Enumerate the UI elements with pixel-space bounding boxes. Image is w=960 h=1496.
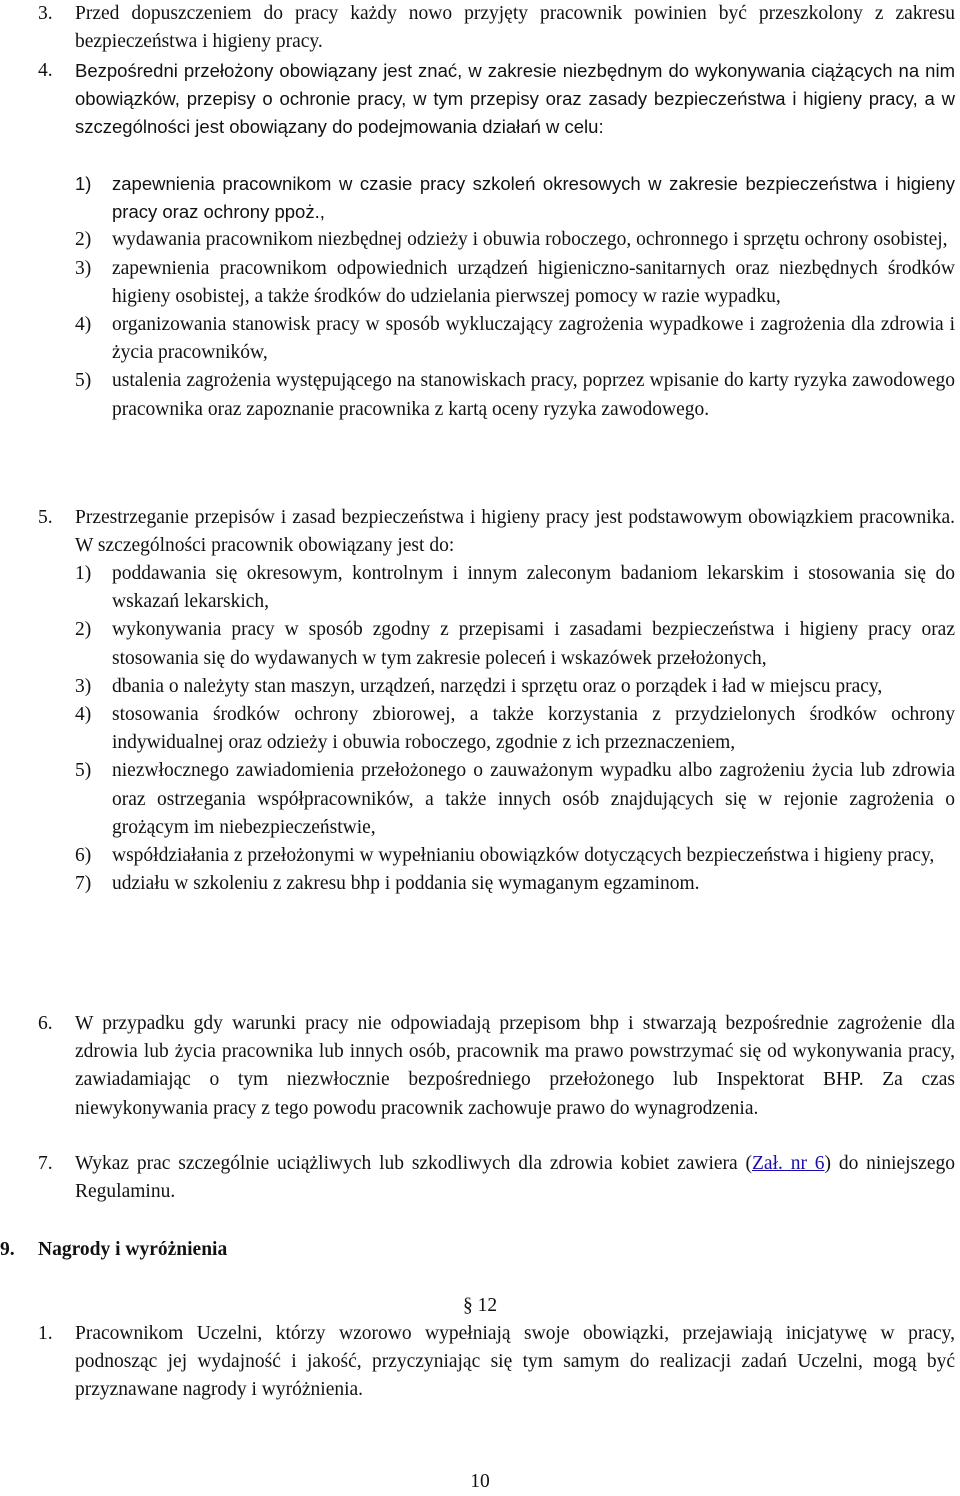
sub-item-number: 3) (75, 257, 92, 279)
sub-item-number: 2) (75, 229, 92, 251)
item-number: 6. (38, 1013, 53, 1034)
item-text: Pracownikom Uczelni, którzy wzorowo wypełniają swoje obowiązki, przejawiają inicjatywę w pracy, podnosząc jej wydajność i jakość, przyczyniając się tym samym do realizacji zadań Uczelni, mogą być przyznawane nagrody i wyróżnienia. (75, 1323, 955, 1401)
attachment-link[interactable]: Zał. nr 6 (752, 1153, 825, 1174)
item-text-before: Wykaz prac szczególnie uciążliwych lub szkodliwych dla zdrowia kobiet zawiera ( (75, 1153, 753, 1174)
sub-item (75, 673, 955, 701)
sub-item (75, 255, 955, 311)
list-item-1 (0, 1320, 955, 1405)
sub-item-number: 5) (75, 370, 92, 392)
sub-item-number: 2) (75, 619, 92, 641)
sub-item-text: współdziałania z przełożonymi w wypełnianiu obowiązków dotyczących bezpieczeństwa i higieny pracy, (112, 845, 935, 867)
item-number: 7. (38, 1153, 53, 1174)
sublist-4 (0, 170, 955, 424)
section-title: Nagrody i wyróżnienia (38, 1239, 228, 1260)
sub-item-text: wykonywania pracy w sposób zgodny z przepisami i zasadami bezpieczeństwa i higieny pracy oraz stosowania się do wydawanych w tym zakresie poleceń i wskazówek przełożonych, (112, 619, 955, 669)
item-number: 5. (38, 507, 53, 528)
item-text: W przypadku gdy warunki pracy nie odpowiadają przepisom bhp i stwarzają bezpośrednie zagrożenie dla zdrowia lub życia pracownika lub innych osób, pracownik ma prawo powstrzymać się od wykonywania pracy, zawiadamiając o tym niezwłocznie bezpośredniego przełożonego lub Inspektorat BHP. Za czas niewykonywania pracy z tego powodu pracownik zachowuje prawo do wynagrodzenia. (75, 1013, 955, 1119)
section-number: 9. (0, 1239, 15, 1260)
sub-item (75, 170, 955, 226)
sub-item-text: niezwłocznego zawiadomienia przełożonego o zauważonym wypadku albo zagrożeniu życia lub zdrowia oraz ostrzegania współpracowników, a także innych osób znajdujących się w rejonie zagrożenia o grożącym im niebezpieczeństwie, (112, 760, 955, 838)
sub-item-text: dbania o należyty stan maszyn, urządzeń, narzędzi i sprzętu oraz o porządek i ład w miejscu pracy, (112, 675, 883, 697)
sub-item-number: 3) (75, 675, 92, 697)
sub-item-text: zapewnienia pracownikom odpowiednich urządzeń higieniczno-sanitarnych oraz niezbędnych środków higieny osobistej, a także środków do udzielania pierwszej pomocy w razie wypadku, (112, 257, 955, 307)
list-item-5 (0, 504, 955, 560)
sub-item-number: 6) (75, 845, 92, 867)
sub-item (75, 870, 955, 898)
sub-item (75, 226, 955, 254)
list-item-3 (0, 0, 955, 56)
item-number: 3. (38, 3, 53, 24)
sub-item-text: udziału w szkoleniu z zakresu bhp i poddania się wymaganym egzaminom. (112, 873, 700, 895)
list-item-4 (0, 57, 955, 142)
sub-item-text: zapewnienia pracownikom w czasie pracy szkoleń okresowych w zakresie bezpieczeństwa i higieny pracy oraz ochrony ppoż., (112, 173, 955, 223)
sub-item-text: poddawania się okresowym, kontrolnym i innym zaleconym badaniom lekarskim i stosowania się do wskazań lekarskich, (112, 563, 955, 613)
sub-item (75, 560, 955, 616)
sub-item-number: 5) (75, 760, 92, 782)
sub-item-text: wydawania pracownikom niezbędnej odzieży i obuwia roboczego, ochronnego i sprzętu ochrony osobistej, (112, 229, 948, 251)
sublist-5 (0, 560, 955, 898)
sub-item (75, 842, 955, 870)
sub-item-number: 1) (75, 563, 92, 584)
item-text-after: ) do niniejszego Regulaminu. (75, 1153, 955, 1203)
sub-item-number: 7) (75, 873, 92, 895)
sub-item (75, 757, 955, 842)
sub-item-text: ustalenia zagrożenia występującego na stanowiskach pracy, poprzez wpisanie do karty ryzyka zawodowego pracownika oraz zapoznanie pracownika z kartą oceny ryzyka zawodowego. (112, 370, 955, 420)
list-item-7 (0, 1150, 955, 1206)
sub-item-text: stosowania środków ochrony zbiorowej, a także korzystania z przydzielonych środków ochrony indywidualnej oraz odzieży i obuwia roboczego, zgodnie z ich przeznaczeniem, (112, 704, 955, 754)
sub-item (75, 701, 955, 757)
sub-item-text: organizowania stanowisk pracy w sposób wykluczający zagrożenia wypadkowe i zagrożenia dla zdrowia i życia pracowników, (112, 314, 955, 364)
item-text: Bezpośredni przełożony obowiązany jest znać, w zakresie niezbędnym do wykonywania ciążących na nim obowiązków, przepisy o ochronie pracy, w tym przepisy oraz zasady bezpieczeństwa i higieny pracy, a w szczególności jest obowiązany do podejmowania działań w celu: (75, 60, 955, 138)
page-number: 10 (470, 1471, 490, 1492)
sub-item (75, 367, 955, 423)
sub-item (75, 616, 955, 672)
sub-item-number: 4) (75, 704, 92, 726)
item-text: Przed dopuszczeniem do pracy każdy nowo przyjęty pracownik powinien być przeszkolony z zakresu bezpieczeństwa i higieny pracy. (75, 3, 955, 53)
item-text (75, 1150, 955, 1206)
item-number: 1. (38, 1323, 53, 1344)
sub-item-number: 1) (75, 173, 92, 194)
item-text: Przestrzeganie przepisów i zasad bezpieczeństwa i higieny pracy jest podstawowym obowiązkiem pracownika. W szczególności pracownik obowiązany jest do: (75, 507, 955, 557)
sub-item (75, 311, 955, 367)
list-item-6 (0, 1010, 955, 1123)
item-number: 4. (38, 60, 53, 81)
paragraph-sign: § 12 (462, 1295, 498, 1316)
sub-item-number: 4) (75, 314, 92, 336)
